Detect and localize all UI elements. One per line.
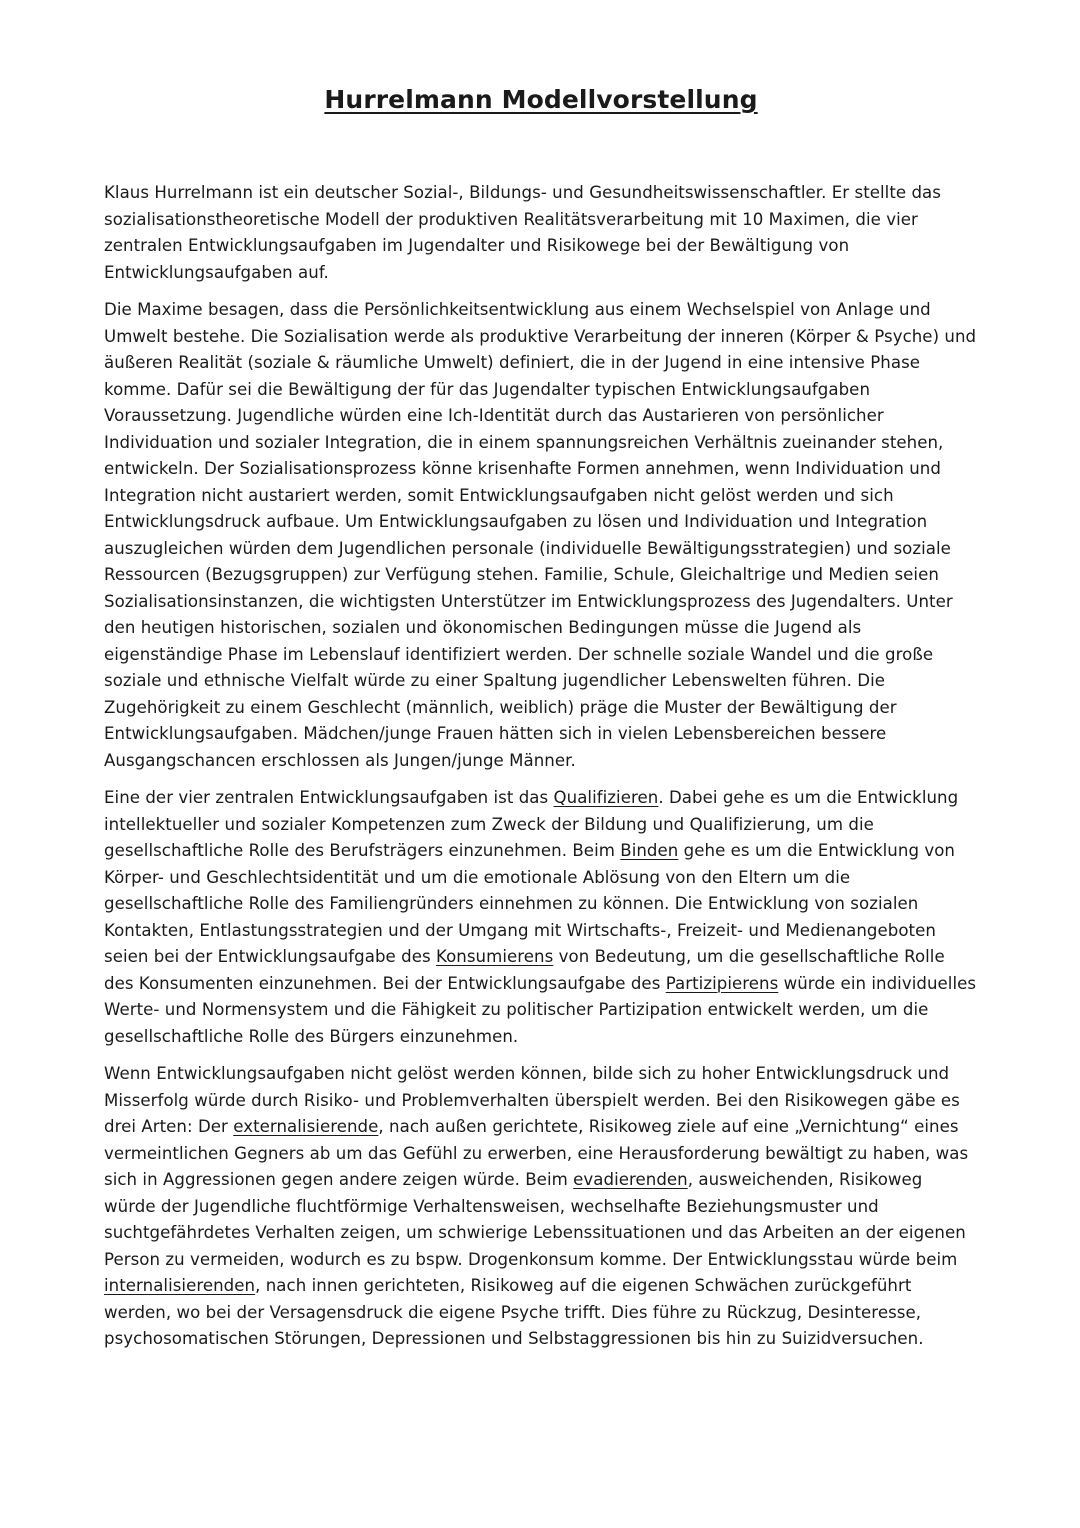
text-segment: Die Maxime besagen, dass die Persönlichkeitsentwicklung aus einem Wechselspiel von Anlage und Umwelt bestehe. Die Sozialisation werde als produktive Verarbeitung der inneren (Körper & Psyche) und äußeren Realität (soziale & räumliche Umwelt) definiert, die in der Jugend in eine intensive Phase komme. Dafür sei die Bewältigung der für das Jugendalter typischen Entwicklungsaufgaben Voraussetzung. Jugendliche würden eine Ich-Identität durch das Austarieren von persönlicher Individuation und sozialer Integration, die in einem spannungsreichen Verhältnis zueinander stehen, entwickeln. Der Sozialisationsprozess könne krisenhafte Formen annehmen, wenn Individuation und Integration nicht austariert werden, somit Entwicklungsaufgaben nicht gelöst werden und sich Entwicklungsdruck aufbaue. Um Entwicklungsaufgaben zu lösen und Individuation und Integration auszugleichen würden dem Jugendlichen personale (individuelle Bewältigungsstrategien) und soziale Ressourcen (Bezugsgruppen) zur Verfügung stehen. Familie, Schule, Gleichaltrige und Medien seien Sozialisationsinstanzen, die wichtigsten Unterstützer im Entwicklungsprozess des Jugendalters. Unter den heutigen historischen, sozialen und ökonomischen Bedingungen müsse die Jugend als eigenständige Phase im Lebenslauf identifiziert werden. Der schnelle soziale Wandel und die große soziale und ethnische Vielfalt würde zu einer Spaltung jugendlicher Lebenswelten führen. Die Zugehörigkeit zu einem Geschlecht (männlich, weiblich) präge die Muster der Bewältigung der Entwicklungsaufgaben. Mädchen/junge Frauen hätten sich in vielen Lebensbereichen bessere Ausgangschancen erschlossen als Jungen/junge Männer.: [104, 300, 977, 770]
paragraph-intro: [104, 180, 978, 286]
paragraph-entwicklungsaufgaben: [104, 785, 978, 1050]
document-title: Hurrelmann Modellvorstellung: [324, 85, 758, 114]
text-segment: , nach innen gerichteten, Risikoweg auf die eigenen Schwächen zurückgeführt werden, wo bei der Versagensdruck die eigene Psyche trifft. Dies führe zu Rückzug, Desinteresse, psychosomatischen Störungen, Depressionen und Selbstaggressionen bis hin zu Suizidversuchen.: [104, 1276, 924, 1348]
text-segment: , nach außen gerichtete, Risikoweg ziele auf eine „Vernichtung“ eines vermeintlichen Gegners ab um das Gefühl zu erwerben, eine Herausforderung bewältigt zu haben, was sich in Aggressionen gegen andere zeigen würde. Beim: [104, 1117, 969, 1189]
text-segment: Klaus Hurrelmann ist ein deutscher Sozial-, Bildungs- und Gesundheitswissenschaftler. Er stellte das sozialisationstheoretische Modell der produktiven Realitätsverarbeitung mit 10 Maximen, die vier zentralen Entwicklungsaufgaben im Jugendalter und Risikowege bei der Bewältigung von Entwicklungsaufgaben auf.: [104, 183, 941, 282]
underlined-term: Qualifizieren: [553, 788, 659, 807]
document-page: [104, 84, 978, 1364]
underlined-term: internalisierenden: [104, 1276, 256, 1295]
underlined-term: Binden: [620, 841, 679, 860]
text-segment: Wenn Entwicklungsaufgaben nicht gelöst werden können, bilde sich zu hoher Entwicklungsdruck und Misserfolg würde durch Risiko- und Problemverhalten überspielt werden. Bei den Risikowegen gäbe es drei Arten: Der: [104, 1064, 960, 1136]
underlined-term: Partizipierens: [665, 973, 779, 993]
text-segment: würde ein individuelles Werte- und Normensystem und die Fähigkeit zu politischer Partizipation entwickelt werden, um die gesellschaftliche Rolle des Bürgers einzunehmen.: [104, 973, 977, 1046]
text-segment: von Bedeutung, um die gesellschaftliche Rolle des Konsumenten einzunehmen. Bei der Entwicklungsaufgabe des: [104, 947, 945, 993]
text-segment: Eine der vier zentralen Entwicklungsaufgaben ist das: [104, 788, 554, 807]
text-segment: , ausweichenden, Risikoweg würde der Jugendliche fluchtförmige Verhaltensweisen, wechselhafte Beziehungsmuster und suchtgefährdetes Verhalten zeigen, um schwierige Lebenssituationen und das Arbeiten an der eigenen Person zu vermeiden, wodurch es zu bspw. Drogenkonsum komme. Der Entwicklungsstau würde beim: [104, 1170, 966, 1269]
underlined-term: Konsumierens: [435, 947, 554, 966]
text-segment: . Dabei gehe es um die Entwicklung intellektueller und sozialer Kompetenzen zum Zweck der Bildung und Qualifizierung, um die gesellschaftliche Rolle des Berufsträgers einzunehmen. Beim: [104, 788, 959, 860]
paragraph-risikowege: [104, 1061, 978, 1353]
underlined-term: externalisierende: [233, 1117, 379, 1136]
underlined-term: evadierenden: [573, 1170, 688, 1189]
text-segment: gehe es um die Entwicklung von Körper- und Geschlechtsidentität und um die emotionale Ablösung von den Eltern um die gesellschaftliche Rolle des Familiengründers einnehmen zu können. Die Entwicklung von sozialen Kontakten, Entlastungsstrategien und der Umgang mit Wirtschafts-, Freizeit- und Medienangeboten seien bei der Entwicklungsaufgabe des: [104, 841, 955, 966]
paragraph-maxime: [104, 297, 978, 774]
